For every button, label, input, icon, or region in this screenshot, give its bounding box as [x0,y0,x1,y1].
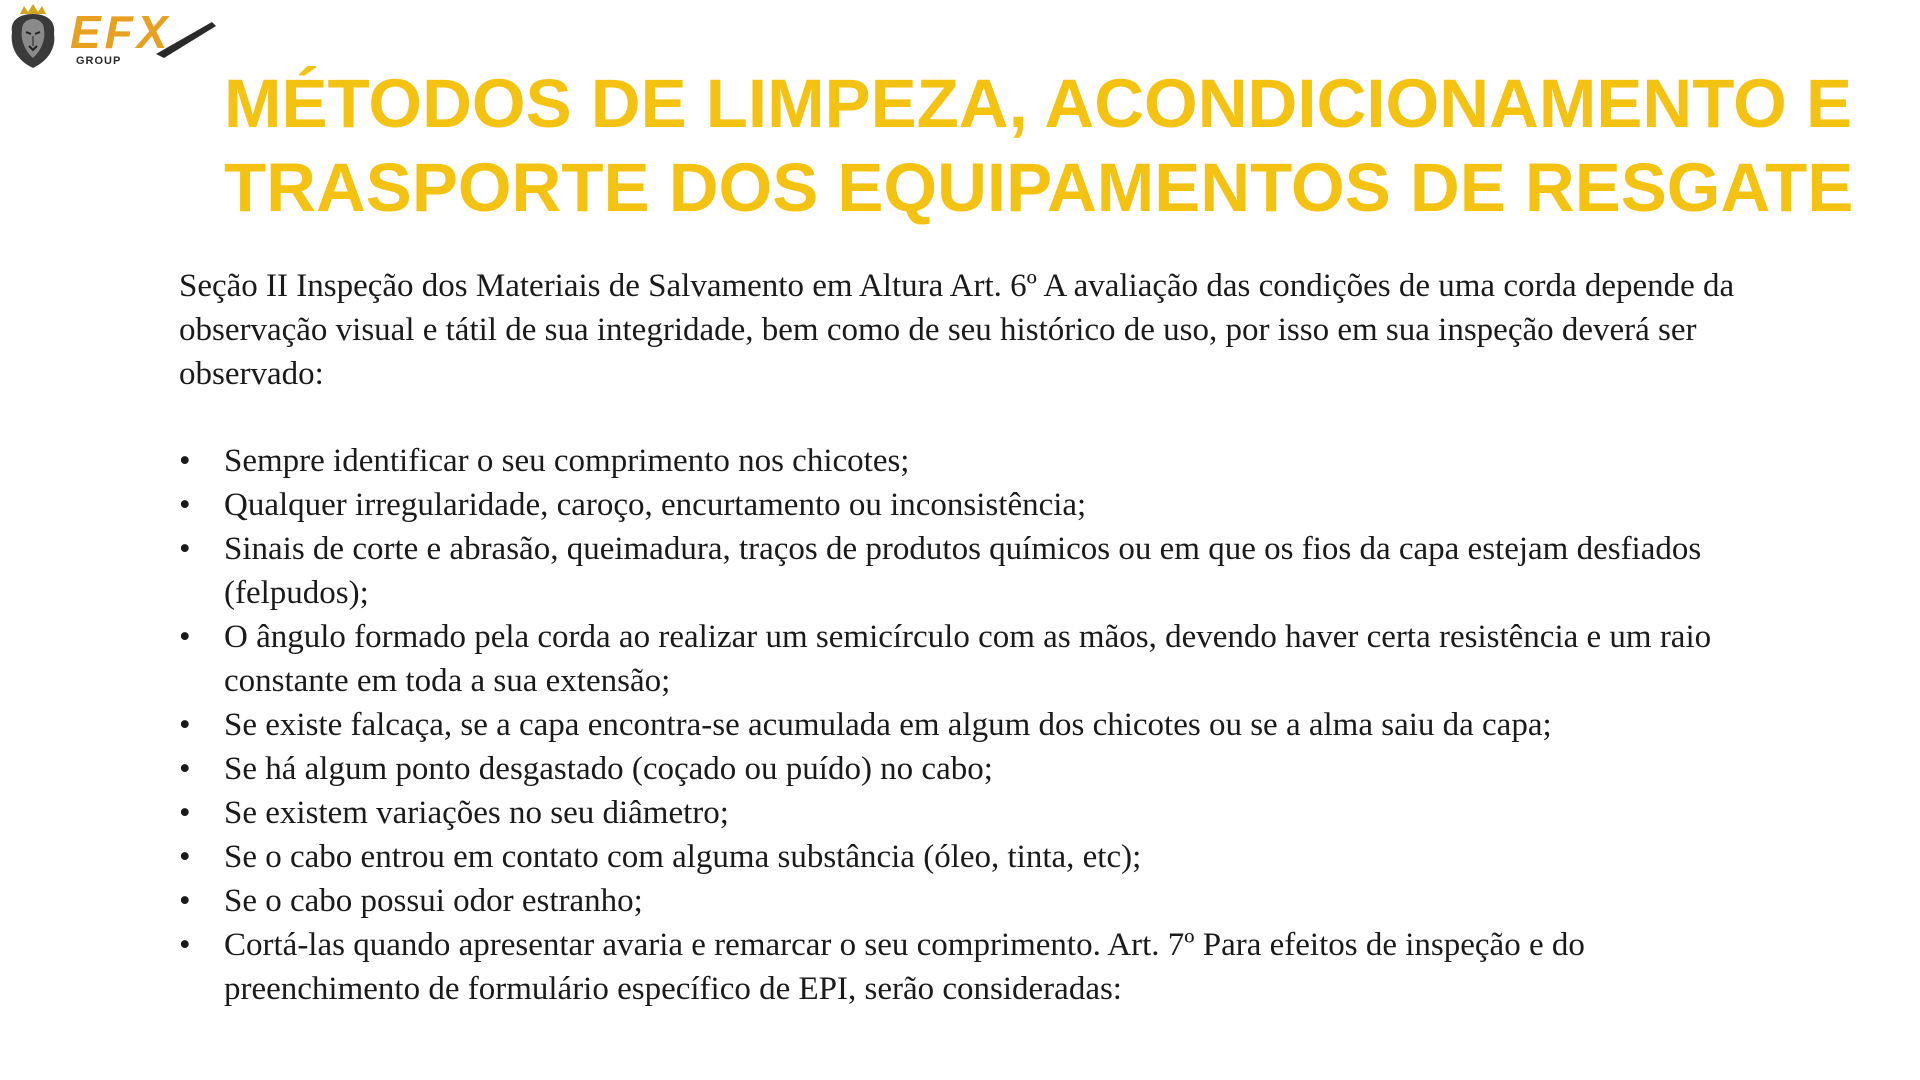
list-item [179,835,1759,879]
inspection-list [179,439,1759,1011]
list-item [179,747,1759,791]
list-item [179,527,1759,615]
list-item-text: Se existem variações no seu diâmetro; [224,795,729,831]
bullet-icon: • [179,443,191,479]
list-item [179,615,1759,703]
list-item [179,439,1759,483]
list-item-text: Se o cabo possui odor estranho; [224,883,643,919]
list-item [179,879,1759,923]
list-item-text: Sempre identificar o seu comprimento nos chicotes; [224,443,910,479]
logo-brand-text: EFX [70,6,172,58]
list-item-text: Se existe falcaça, se a capa encontra-se acumulada em algum dos chicotes ou se a alma saiu da capa; [224,707,1552,743]
bullet-icon: • [179,839,191,875]
logo-sub-text: GROUP [76,55,122,67]
bullet-icon: • [179,487,191,523]
lion-head-icon [12,4,55,68]
list-item-text: Qualquer irregularidade, caroço, encurtamento ou inconsistência; [224,487,1087,523]
list-item-text: Sinais de corte e abrasão, queimadura, traços de produtos químicos ou em que os fios da capa estejam desfiados (felpudos); [224,531,1702,611]
bullet-icon: • [179,795,191,831]
bullet-icon: • [179,531,191,567]
list-item-text: O ângulo formado pela corda ao realizar um semicírculo com as mãos, devendo haver certa resistência e um raio constante em toda a sua extensão; [224,619,1712,699]
title-line-1: MÉTODOS DE LIMPEZA, ACONDICIONAMENTO E [224,65,1852,142]
list-item [179,483,1759,527]
bullet-icon: • [179,619,191,655]
slide-title [224,62,1864,230]
bullet-icon: • [179,707,191,743]
list-item-text: Se há algum ponto desgastado (coçado ou puído) no cabo; [224,751,993,787]
title-line-2: TRASPORTE DOS EQUIPAMENTOS DE RESGATE [224,149,1854,226]
efx-wordmark [70,6,216,67]
efx-group-logo [6,2,221,72]
slide-body [179,264,1759,1011]
bullet-icon: • [179,927,191,963]
intro-paragraph: Seção II Inspeção dos Materiais de Salvamento em Altura Art. 6º A avaliação das condições de uma corda depende da observação visual e tátil de sua integridade, bem como de seu histórico de uso, por isso em sua inspeção deverá ser observado: [179,268,1735,392]
list-item-text: Cortá-las quando apresentar avaria e remarcar o seu comprimento. Art. 7º Para efeitos de inspeção e do preenchimento de formulário específico de EPI, serão consideradas: [224,927,1585,1007]
list-item [179,923,1759,1011]
list-item-text: Se o cabo entrou em contato com alguma substância (óleo, tinta, etc); [224,839,1142,875]
list-item [179,703,1759,747]
bullet-icon: • [179,883,191,919]
bullet-icon: • [179,751,191,787]
list-item [179,791,1759,835]
